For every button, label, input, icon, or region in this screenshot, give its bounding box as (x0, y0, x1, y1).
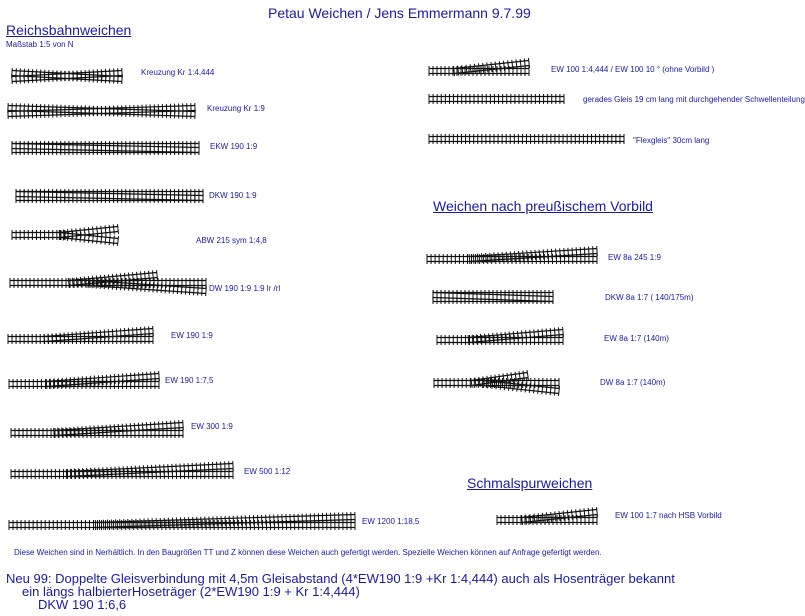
track-drawing-flexgleis (429, 132, 629, 146)
track-drawing-ew300 (11, 420, 186, 440)
track-drawing-ew100 (429, 56, 534, 80)
track-drawing-ew500 (11, 460, 236, 482)
track-label: EW 8a 1:7 (140m) (604, 334, 669, 343)
track-drawing-ew190-19 (8, 326, 158, 346)
track-drawing-dw190 (10, 268, 210, 298)
track-label: ABW 215 sym 1:4,8 (196, 236, 267, 245)
track-drawing-dw8a (434, 366, 564, 400)
track-drawing-ew8a245 (427, 243, 602, 269)
track-label: "Flexgleis" 30cm lang (633, 136, 710, 145)
track-drawing-kreuzung-4444 (12, 66, 132, 86)
track-label: EW 100 1:7 nach HSB Vorbild (615, 511, 722, 520)
track-label: Kreuzung Kr 1:4,444 (141, 68, 215, 77)
section-heading-schmalspur: Schmalspurweichen (467, 475, 593, 491)
track-drawing-ew100-hsb (497, 507, 602, 527)
section-heading-reichsbahn: Reichsbahnweichen (6, 22, 132, 38)
track-label: Kreuzung Kr 1:9 (207, 104, 265, 113)
track-drawing-ew1200 (9, 511, 359, 533)
track-label: EW 300 1:9 (191, 422, 233, 431)
section-heading-preussisch: Weichen nach preußischem Vorbild (433, 198, 653, 214)
track-label: EW 500 1:12 (244, 467, 291, 476)
track-label: EW 100 1:4,444 / EW 100 10 ° (ohne Vorbild ) (551, 65, 715, 74)
track-drawing-ew190-175 (9, 371, 164, 391)
track-label: EW 190 1:7,5 (165, 376, 214, 385)
track-drawing-ekw190 (12, 138, 202, 158)
track-drawing-dkw8a (433, 286, 558, 308)
neu-line-2: ein längs halbierterHoseträger (2*EW190 1:9 + Kr 1:4,444) (22, 584, 360, 599)
track-label: EW 1200 1:18,5 (362, 517, 420, 526)
track-label: DKW 8a 1:7 ( 140/175m) (605, 293, 694, 302)
track-label: DW 8a 1:7 (140m) (600, 378, 666, 387)
track-drawing-kreuzung-19 (8, 101, 198, 121)
track-label: EW 190 1:9 (171, 331, 213, 340)
track-label: DKW 190 1:9 (209, 191, 257, 200)
page-title: Petau Weichen / Jens Emmermann 9.7.99 (268, 5, 531, 21)
track-label: EKW 190 1:9 (210, 142, 258, 151)
scale-note: Maßstab 1:5 von N (6, 40, 74, 49)
track-drawing-abw215 (12, 225, 122, 245)
neu-line-1: Neu 99: Doppelte Gleisverbindung mit 4,5m Gleisabstand (4*EW190 1:9 +Kr 1:4,444) auch als Hosenträger bekannt (6, 571, 675, 586)
footer-note: Diese Weichen sind in Nerhältlich. In den Baugrößen TT und Z können diese Weichen auch gefertigt werden. Spezielle Weichen können auf Anfrage gefertigt werden. (14, 548, 602, 557)
track-label: DW 190 1:9 1:9 lr /rl (209, 284, 281, 293)
track-label: gerades Gleis 19 cm lang mit durchgehender Schwellenteilung (583, 95, 805, 104)
track-drawing-dkw190 (16, 186, 206, 206)
track-label: EW 8a 245 1:9 (608, 253, 661, 262)
track-drawing-gerades-gleis (429, 92, 569, 106)
track-drawing-ew8a17 (437, 325, 567, 349)
neu-line-3: DKW 190 1:6,6 (38, 597, 127, 612)
